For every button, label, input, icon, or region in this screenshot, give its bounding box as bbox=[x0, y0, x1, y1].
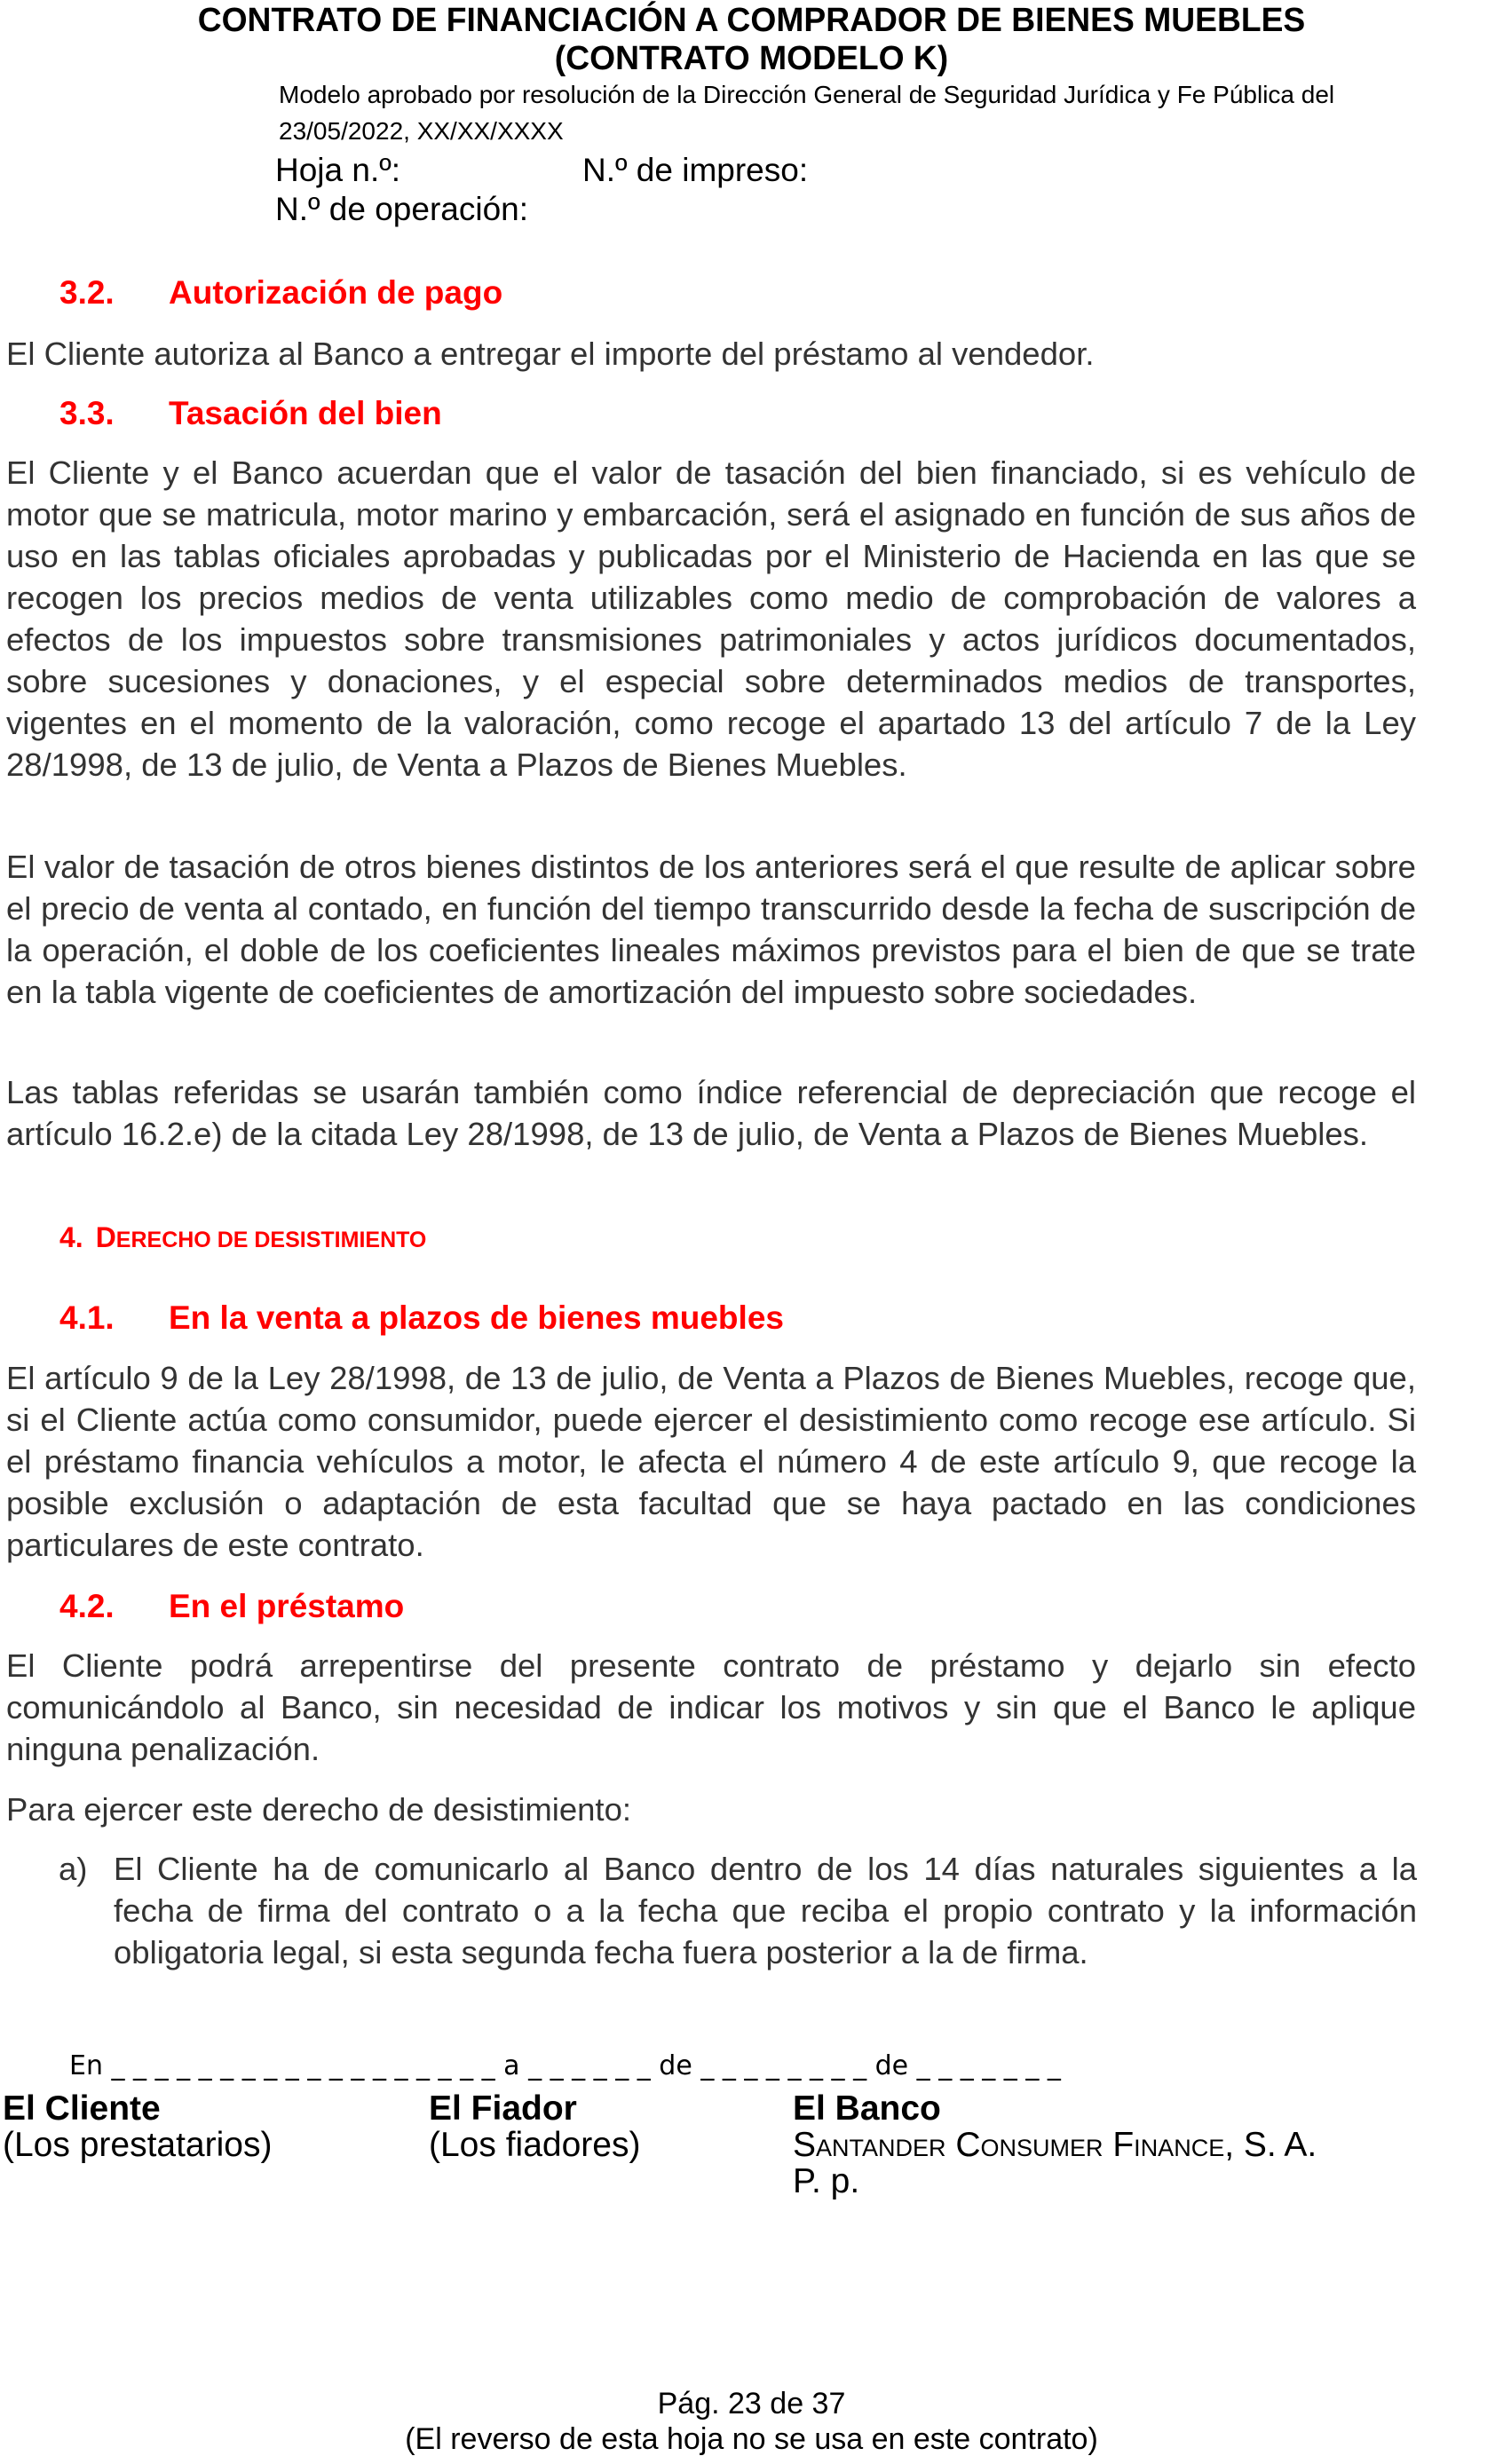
paragraph: Las tablas referidas se usarán también como índice referencial de depreciación que recoge el artículo 16.2.e) de la citada Ley 28/1998, de 13 de julio, de Venta a Plazos de Bienes Muebles. bbox=[6, 1074, 1416, 1152]
bank-signature-role: El Banco bbox=[793, 2089, 941, 2128]
approval-note-line2: 23/05/2022, XX/XX/XXXX bbox=[279, 117, 564, 145]
section-title: En el préstamo bbox=[169, 1588, 405, 1624]
section-title: En la venta a plazos de bienes muebles bbox=[169, 1299, 784, 1336]
list-marker: a) bbox=[59, 1851, 88, 1887]
print-number-label: N.º de impreso: bbox=[582, 152, 809, 188]
operation-number-label: N.º de operación: bbox=[275, 191, 529, 227]
section-4-heading bbox=[59, 1220, 426, 1258]
sheet-number-label: Hoja n.º: bbox=[275, 152, 401, 188]
guarantor-signature-role: El Fiador bbox=[429, 2089, 577, 2128]
section-title-rest: ERECHO DE DESISTIMIENTO bbox=[115, 1228, 427, 1252]
client-signature-role: El Cliente bbox=[3, 2089, 161, 2128]
paragraph: El Cliente autoriza al Banco a entregar el importe del préstamo al vendedor. bbox=[6, 336, 1095, 372]
client-signature-subtitle: (Los prestatarios) bbox=[3, 2126, 273, 2164]
section-number: 4.2. bbox=[59, 1588, 115, 1624]
paragraph: El valor de tasación de otros bienes distintos de los anteriores será el que resulte de aplicar sobre el precio de venta al contado, en función del tiempo transcurrido desde la fecha de suscripción de la operación, el doble de los coeficientes lineales máximos previstos para el bien de que se trate en la tabla vigente de coeficientes de amortización del impuesto sobre sociedades. bbox=[6, 849, 1416, 1010]
page-number: Pág. 23 de 37 bbox=[657, 2387, 846, 2421]
paragraph: El Cliente y el Banco acuerdan que el valor de tasación del bien financiado, si es vehículo de motor que se matricula, motor marino y embarcación, será el asignado en función de sus años de uso en las tablas oficiales aprobadas y publicadas por el Ministerio de Hacienda en las que se recogen los precios medios de venta utilizables como medio de comprobación de valores a efectos de los impuestos sobre transmisiones patrimoniales y actos jurídicos documentados, sobre sucesiones y donaciones, y el especial sobre determinados medios de transportes, vigentes en el momento de la valoración, como recoge el apartado 13 del artículo 7 de la Ley 28/1998, de 13 de julio, de Venta a Plazos de Bienes Muebles. bbox=[6, 454, 1416, 783]
list-item-text: El Cliente ha de comunicarlo al Banco dentro de los 14 días naturales siguientes a la fecha de firma del contrato o a la fecha que reciba el propio contrato y la información obligatoria legal, si esta segunda fecha fuera posterior a la de firma. bbox=[114, 1851, 1417, 1970]
section-title-initial: D bbox=[95, 1221, 116, 1253]
paragraph: El artículo 9 de la Ley 28/1998, de 13 de julio, de Venta a Plazos de Bienes Muebles, recoge que, si el Cliente actúa como consumidor, puede ejercer el desistimiento como recoge ese artículo. Si el préstamo financia vehículos a motor, le afecta el número 4 de este artículo 9, que recoge la posible exclusión o adaptación de esta facultad que se haya pactado en las condiciones particulares de este contrato. bbox=[6, 1360, 1416, 1563]
section-title: Tasación del bien bbox=[169, 395, 442, 431]
place-date-line: En _ _ _ _ _ _ _ _ _ _ _ _ _ _ _ _ _ _ a _ _ _ _ _ _ de _ _ _ _ _ _ _ _ de _ _ _ _ _ _ _ bbox=[69, 2050, 1061, 2081]
section-number: 4. bbox=[59, 1221, 83, 1253]
section-title: Autorización de pago bbox=[169, 274, 503, 311]
section-number: 3.3. bbox=[59, 395, 115, 431]
document-title-line2: (CONTRATO MODELO K) bbox=[554, 40, 949, 77]
section-number: 4.1. bbox=[59, 1299, 115, 1336]
paragraph: Para ejercer este derecho de desistimiento: bbox=[6, 1791, 632, 1828]
paragraph: El Cliente podrá arrepentirse del presente contrato de préstamo y dejarlo sin efecto comunicándolo al Banco, sin necesidad de indicar los motivos y sin que el Banco le aplique ninguna penalización. bbox=[6, 1647, 1416, 1767]
approval-note-line1: Modelo aprobado por resolución de la Dirección General de Seguridad Jurídica y Fe Pública del bbox=[279, 81, 1335, 108]
bank-per-procurationem: P. p. bbox=[793, 2162, 860, 2200]
reverse-note: (El reverso de esta hoja no se usa en este contrato) bbox=[405, 2422, 1098, 2456]
list-item bbox=[59, 1848, 1417, 1973]
document-title-line1: CONTRATO DE FINANCIACIÓN A COMPRADOR DE BIENES MUEBLES bbox=[197, 2, 1306, 39]
section-number: 3.2. bbox=[59, 274, 115, 311]
bank-name: Santander Consumer Finance, S. A. bbox=[793, 2126, 1317, 2164]
guarantor-signature-subtitle: (Los fiadores) bbox=[429, 2126, 641, 2164]
